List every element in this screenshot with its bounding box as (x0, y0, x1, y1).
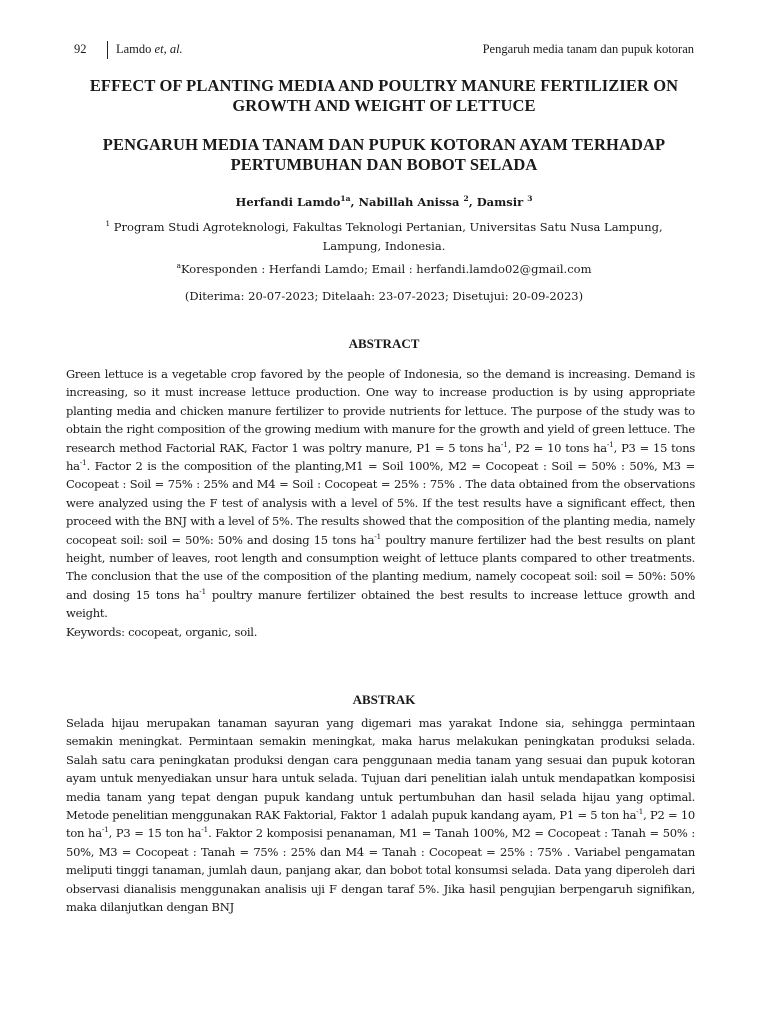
abstract-body (66, 365, 695, 641)
abstrak-body (66, 714, 695, 916)
abstract-heading: ABSTRACT (348, 336, 420, 351)
abstract-text-5: poultry manure fertilizer had the best results on plant height, number of leaves, root length and consumption weight of lettuce plants compared to other treatments. The conclusion that the use of the composition of the planting medium, namely cocopeat soil: soil = 50%: 50% and dosing 15 tons ha (66, 532, 695, 602)
header-author-etal: et, al. (154, 42, 183, 56)
abstract-sup-3: -1 (79, 458, 87, 468)
abstract-sup-1: -1 (500, 439, 508, 449)
author-3-sup: 3 (527, 194, 533, 204)
page-number: 92 (74, 42, 87, 56)
author-list (0, 195, 768, 209)
abstrak-sup-1: -1 (636, 807, 644, 817)
abstract-sup-5: -1 (199, 587, 207, 597)
header-author (116, 42, 183, 57)
author-2-sup: 2 (463, 194, 469, 204)
abstract-text-3: , P3 = 15 tons ha (66, 440, 695, 474)
abstrak-heading: ABSTRAK (352, 692, 416, 707)
abstract-paragraph (66, 365, 695, 623)
abstract-keywords: Keywords: cocopeat, organic, soil. (66, 624, 258, 639)
running-header (74, 42, 694, 60)
correspondence-sup: a (176, 261, 181, 271)
header-running-title: Pengaruh media tanam dan pupuk kotoran (482, 42, 694, 56)
author-1-sup: 1a (340, 194, 351, 204)
header-divider (107, 41, 108, 59)
author-3-name: , Damsir (468, 195, 524, 209)
abstract-text-4: . Factor 2 is the composition of the planting,M1 = Soil 100%, M2 = Cocopeat : Soil = 50% : 50%, M3 = Cocopeat : Soil = 75% : 25% and M4 = Soil : Cocopeat = 25% : 75% . The data obtained from the observations were analyzed using the F test of analysis with a level of 5%. If the test results have a significant effect, then proceed with the BNJ with a level of 5%. The results showed that the composition of the planting media, namely cocopeat soil: soil = 50%: 50% and dosing 15 tons ha (66, 459, 695, 547)
abstract-sup-4: -1 (374, 531, 381, 541)
affiliation-sup: 1 (105, 219, 111, 229)
abstract-text-2: , P2 = 10 tons ha (507, 440, 607, 455)
abstrak-sup-3: -1 (201, 825, 209, 835)
english-title: EFFECT OF PLANTING MEDIA AND POULTRY MANURE FERTILIZIER ON GROWTH AND WEIGHT OF LETTUCE (89, 76, 679, 115)
abstract-text-6: poultry manure fertilizer obtained the best results to increase lettuce growth and weight. (66, 587, 695, 621)
abstract-sup-2: -1 (606, 439, 614, 449)
author-1-name: Herfandi Lamdo (235, 195, 341, 209)
affiliation (90, 218, 678, 256)
abstrak-sup-2: -1 (101, 825, 109, 835)
abstrak-text-2: , P2 = 10 ton ha (66, 808, 695, 841)
abstrak-text-4: . Faktor 2 komposisi penanaman, M1 = Tanah 100%, M2 = Cocopeat : Tanah = 50% : 50%, M3 = Cocopeat : Tanah = 75% : 25% dan M4 = Tanah : Cocopeat = 25% : 75% . Variabel pengamatan meliputi tinggi tanaman, jumlah daun, panjang akar, dan bobot total konsumsi selada. Data yang diperoleh dari observasi dianalisis menggunakan analisis uji F dengan taraf 5%. Jika hasil pengujian berpengaruh signifikan, maka dilanjutkan dengan BNJ (66, 826, 695, 915)
abstrak-text-3: , P3 = 15 ton ha (108, 826, 202, 841)
abstrak-paragraph (66, 714, 695, 916)
header-author-name: Lamdo (116, 42, 152, 56)
indonesian-title: PENGARUH MEDIA TANAM DAN PUPUK KOTORAN AYAM TERHADAP PERTUMBUHAN DAN BOBOT SELADA (102, 135, 666, 174)
correspondence-text: Koresponden : Herfandi Lamdo; Email : herfandi.lamdo02@gmail.com (180, 262, 592, 276)
correspondence (0, 262, 768, 276)
affiliation-text: Program Studi Agroteknologi, Fakultas Teknologi Pertanian, Universitas Satu Nusa Lampung, Lampung, Indonesia. (110, 220, 663, 253)
abstrak-text-1: Selada hijau merupakan tanaman sayuran yang digemari mas yarakat Indone sia, sehingga permintaan semakin meningkat. Permintaan semakin meningkat, maka harus melakukan peningkatan produksi selada. Salah satu cara peningkatan produksi dengan cara penggunaan media tanam yang sesuai dan pupuk kotoran ayam untuk menyediakan unsur hara untuk selada. Tujuan dari penelitian ialah untuk mendapatkan komposisi media tanam yang tepat dengan pupuk kandang untuk pertumbuhan dan hasil selada hijau yang optimal. Metode penelitian menggunakan RAK Faktorial, Faktor 1 adalah pupuk kandang ayam, P1 = 5 ton ha (66, 716, 695, 823)
abstract-text-1: Green lettuce is a vegetable crop favored by the people of Indonesia, so the demand is increasing. Demand is increasing, so it must increase lettuce production. One way to increase production is by using appropriate planting media and chicken manure fertilizer to provide nutrients for lettuce. The purpose of the study was to obtain the right composition of the growing medium with manure for the growth and yield of green lettuce. The research method Factorial RAK, Factor 1 was poltry manure, P1 = 5 tons ha (66, 367, 695, 455)
submission-dates: (Diterima: 20-07-2023; Ditelaah: 23-07-2023; Disetujui: 20-09-2023) (184, 289, 584, 303)
author-2-name: , Nabillah Anissa (350, 195, 460, 209)
